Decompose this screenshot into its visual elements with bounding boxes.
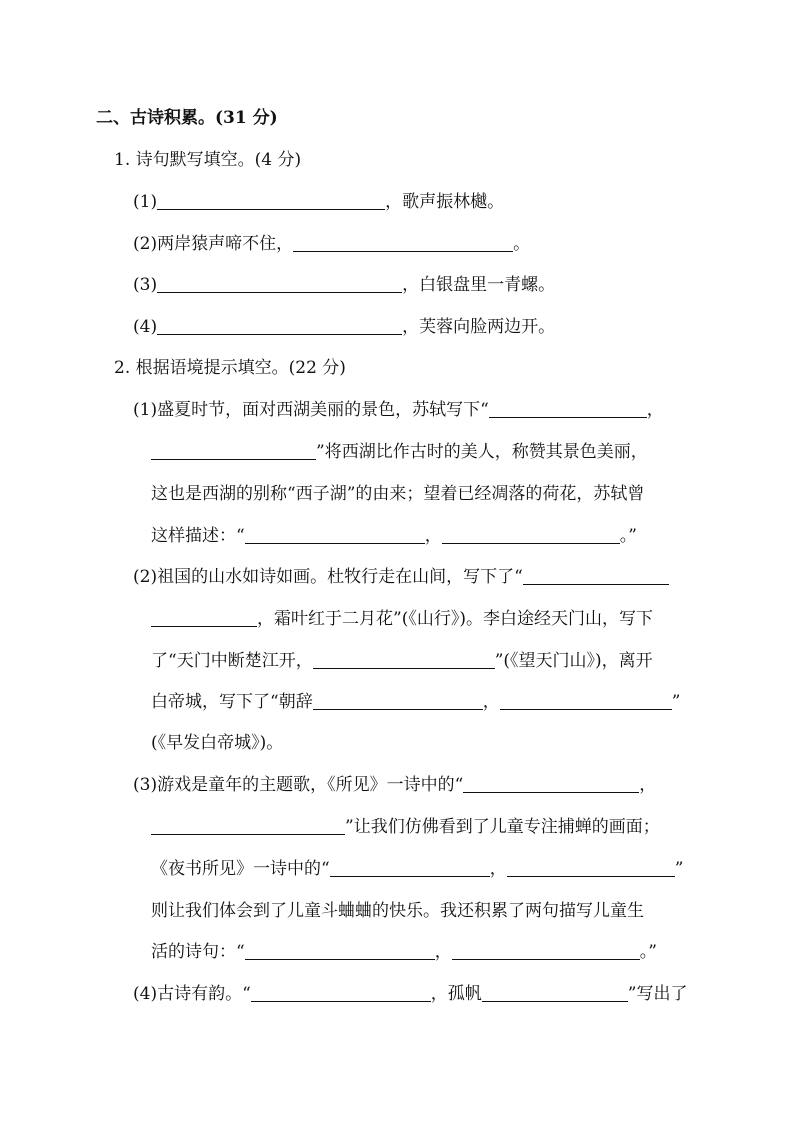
answer-blank[interactable] xyxy=(151,816,345,835)
q1-item-4 xyxy=(133,315,555,339)
answer-blank[interactable] xyxy=(251,983,431,1002)
item-number: (2) xyxy=(133,567,158,587)
q2-title: 2. 根据语境提示填空。(22 分) xyxy=(114,358,346,378)
q2-p4-text: ”写出了 xyxy=(627,984,688,1004)
item-number: (2) xyxy=(133,234,158,254)
q2-p2-line-2 xyxy=(151,607,653,631)
q2-p3-line-4: 则让我们体会到了儿童斗蛐蛐的快乐。我还积累了两句描写儿童生 xyxy=(151,901,644,921)
item-number: (4) xyxy=(133,984,158,1004)
q2-p4-line-1 xyxy=(133,982,688,1006)
item-text-after: ，歌声振林樾。 xyxy=(385,192,505,212)
q1-item-2 xyxy=(133,232,530,256)
answer-blank[interactable] xyxy=(523,566,669,585)
item-number: (1) xyxy=(133,192,158,212)
q2-p1-text: 这样描述：“ xyxy=(151,526,245,546)
q2-p1-line-4 xyxy=(151,524,637,548)
q2-p1-text: ， xyxy=(424,526,442,546)
q2-p2-text: 了“天门中断楚江开， xyxy=(151,651,313,671)
q2-p3-text: 活的诗句：“ xyxy=(151,942,245,962)
q2-p3-line-1 xyxy=(133,773,656,797)
q2-p1-line-3: 这也是西湖的别称“西子湖”的由来；望着已经凋落的荷花，苏轼曾 xyxy=(151,484,645,504)
q2-p3-text: 游戏是童年的主题歌，《所见》一诗中的“ xyxy=(157,775,464,795)
q2-p1-text: 。” xyxy=(619,526,637,546)
q1-item-3 xyxy=(133,273,555,297)
item-number: (3) xyxy=(133,775,158,795)
q2-p3-line-3 xyxy=(151,857,683,881)
answer-blank[interactable] xyxy=(463,774,639,793)
q2-p3-line-5 xyxy=(151,940,657,964)
q2-p3-text: ”让我们仿佛看到了儿童专注捕蝉的画面； xyxy=(345,817,660,837)
answer-blank[interactable] xyxy=(507,858,675,877)
answer-blank[interactable] xyxy=(245,941,435,960)
q1-title: 1. 诗句默写填空。(4 分) xyxy=(114,150,302,170)
q2-p2-text: 祖国的山水如诗如画。杜牧行走在山间，写下了“ xyxy=(157,567,523,587)
q2-p3-text: ， xyxy=(639,775,657,795)
item-text-before: 两岸猿声啼不住， xyxy=(157,234,294,254)
q2-p1-line-2 xyxy=(151,440,648,464)
answer-blank[interactable] xyxy=(489,399,647,418)
q2-p2-line-3 xyxy=(151,649,653,673)
answer-blank[interactable] xyxy=(452,941,640,960)
q2-p3-text: ” xyxy=(674,859,684,879)
q2-p2-text: ” xyxy=(671,692,681,712)
item-number: (3) xyxy=(133,275,158,295)
answer-blank[interactable] xyxy=(157,316,402,335)
answer-blank[interactable] xyxy=(330,858,490,877)
item-number: (4) xyxy=(133,317,158,337)
item-number: (1) xyxy=(133,400,158,420)
answer-blank[interactable] xyxy=(151,441,316,460)
section-title: 二、古诗积累。(31 分) xyxy=(96,108,278,128)
q2-p3-text: ， xyxy=(434,942,452,962)
q2-p3-line-2 xyxy=(151,815,660,839)
answer-blank[interactable] xyxy=(500,691,672,710)
answer-blank[interactable] xyxy=(157,191,385,210)
q2-p2-text: ”(《望天门山》)，离开 xyxy=(494,651,653,671)
q2-p3-text: 《夜书所见》一诗中的“ xyxy=(151,859,330,879)
q2-p1-line-1 xyxy=(133,398,664,422)
answer-blank[interactable] xyxy=(151,608,257,627)
q2-p4-text: 古诗有韵。“ xyxy=(157,984,251,1004)
item-text-after: 。 xyxy=(513,234,531,254)
q2-p1-text: 盛夏时节，面对西湖美丽的景色，苏轼写下“ xyxy=(157,400,489,420)
answer-blank[interactable] xyxy=(313,650,495,669)
item-text-after: ，白银盘里一青螺。 xyxy=(402,275,556,295)
q2-p1-text: ”将西湖比作古时的美人，称赞其景色美丽， xyxy=(316,442,648,462)
q2-p1-text: ， xyxy=(646,400,664,420)
q2-p2-text: ，霜叶红于二月花”(《山行》)。李白途经天门山，写下 xyxy=(257,609,653,629)
q2-p2-line-4 xyxy=(151,690,680,714)
answer-blank[interactable] xyxy=(442,525,620,544)
answer-blank[interactable] xyxy=(482,983,628,1002)
q1-item-1 xyxy=(133,190,504,214)
item-text-after: ，芙蓉向脸两边开。 xyxy=(402,317,556,337)
q2-p3-text: 。” xyxy=(639,942,657,962)
answer-blank[interactable] xyxy=(157,274,402,293)
q2-p3-text: ， xyxy=(489,859,507,879)
answer-blank[interactable] xyxy=(293,233,513,252)
q2-p2-text: 白帝城，写下了“朝辞 xyxy=(151,692,313,712)
q2-p2-line-1 xyxy=(133,565,669,589)
answer-blank[interactable] xyxy=(245,525,425,544)
q2-p2-line-5: (《早发白帝城》)。 xyxy=(151,733,284,753)
q2-p4-text: ，孤帆 xyxy=(430,984,482,1004)
q2-p2-text: ， xyxy=(482,692,500,712)
answer-blank[interactable] xyxy=(313,691,483,710)
